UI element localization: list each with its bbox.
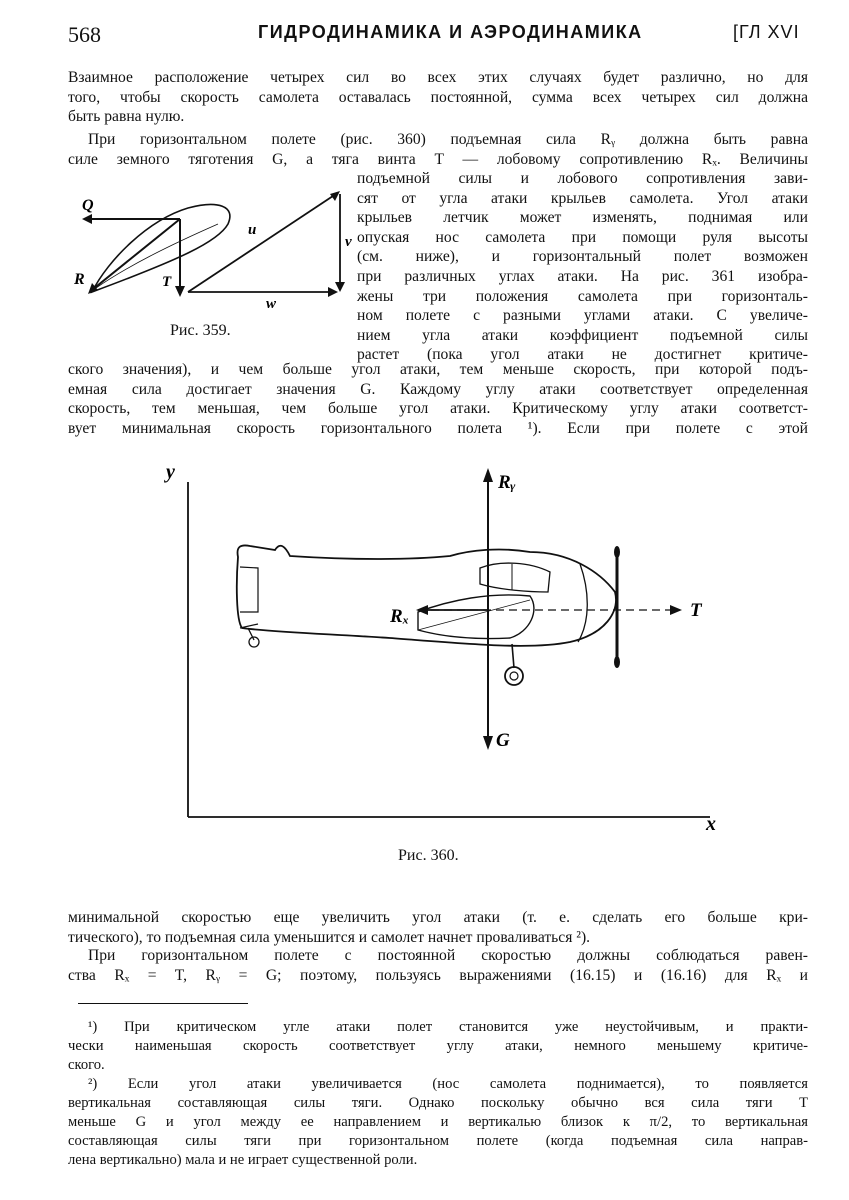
label-ry: Rᵧ xyxy=(498,472,516,493)
figure-360-caption: Рис. 360. xyxy=(398,847,459,864)
text-line: ном полете с разными углами атаки. С увеличе- xyxy=(357,307,808,325)
wing xyxy=(418,595,534,639)
text-line: быть равна нулю. xyxy=(68,108,185,126)
running-title: ГИДРОДИНАМИКА И АЭРОДИНАМИКА xyxy=(258,22,643,42)
text-line: составляющая силы тяги при горизонтальном полете (когда подъемная сила направ- xyxy=(68,1133,808,1149)
label-g: G xyxy=(496,730,510,751)
text-line: вует минимальная скорость горизонтального полета ¹). Если при полете с этой xyxy=(68,419,808,437)
text-line: минимальной скоростью еще увеличить угол атаки (т. е. сделать его больше кри- xyxy=(68,909,808,926)
text-line: Взаимное расположение четырех сил во всех этих случаях будет различно, но для xyxy=(68,69,808,86)
label-rx: Rₓ xyxy=(390,606,410,627)
paragraph-2-column xyxy=(357,169,808,365)
axis-label-x: x xyxy=(706,813,716,832)
text-line: тического), то подъемная сила уменьшится и самолет начнет проваливаться ²). xyxy=(68,928,591,946)
figure-359 xyxy=(68,180,353,320)
text-line: того, чтобы скорость самолета оставалась постоянной, сумма всех четырех сил должна xyxy=(68,88,808,106)
text-line: скорость, тем меньшая, чем больше угол атаки. Критическому углу атаки соответст- xyxy=(68,400,808,418)
footnote-separator xyxy=(78,1003,248,1004)
text-line: ²) Если угол атаки увеличивается (нос самолета поднимается), то появляется xyxy=(88,1076,808,1092)
text-line: меньше G и угол между ее направлением и вертикалью близок к π/2, то вертикальная xyxy=(68,1114,808,1130)
text-line: При горизонтальном полете с постоянной скоростью должны соблюдаться равен- xyxy=(88,947,808,964)
text-line: силе земного тяготения G, а тяга винта T — лобовому сопротивлению Rₓ. Величины xyxy=(68,150,808,168)
footnote-1 xyxy=(68,1018,808,1075)
label-t: T xyxy=(162,274,172,290)
text-line: При горизонтальном полете (рис. 360) подъемная сила Rᵧ должна быть равна xyxy=(88,131,808,148)
chapter-reference: [ГЛ XVI xyxy=(733,22,800,42)
paragraph-4 xyxy=(68,946,808,985)
text-line: чески наименьшая скорость соответствует углу атаки, немного меньшему критиче- xyxy=(68,1038,808,1054)
text-line: ского. xyxy=(68,1057,105,1073)
text-line: при различных углах атаки. На рис. 361 изобра- xyxy=(357,267,808,285)
text-line: растет (пока угол атаки не достигнет критиче- xyxy=(357,346,808,364)
text-line: нием угла атаки коэффициент подъемной силы xyxy=(357,326,808,344)
label-t: T xyxy=(690,600,702,621)
fuselage xyxy=(237,545,616,645)
page-number: 568 xyxy=(68,22,101,47)
paragraph-3 xyxy=(68,908,808,947)
label-v: v xyxy=(345,234,352,250)
label-q: Q xyxy=(82,197,94,214)
text-line: ¹) При критическом угле атаки полет становится уже неустойчивым, и практи- xyxy=(88,1019,808,1035)
text-line: ского значения), и чем больше угол атаки, тем меньше скорость, при которой подъ- xyxy=(68,361,808,378)
footnote-2 xyxy=(68,1075,808,1170)
figure-359-caption: Рис. 359. xyxy=(170,322,231,339)
label-u: u xyxy=(248,222,257,238)
label-r: R xyxy=(74,271,85,288)
text-line: подъемной силы и лобового сопротивления зави- xyxy=(357,170,808,187)
text-line: вертикальная составляющая силы тяги. Однако поскольку обычно вся сила тяги T xyxy=(68,1095,808,1111)
paragraph-2-intro xyxy=(68,130,808,169)
axis-label-y: y xyxy=(166,461,175,483)
text-line: лена вертикально) мала и не играет существенной роли. xyxy=(68,1152,418,1168)
text-line: (см. ниже), и горизонтальный полет возможен xyxy=(357,248,808,266)
text-line: ства Rₓ = T, Rᵧ = G; поэтому, пользуясь выражениями (16.15) и (16.16) для Rₓ и xyxy=(68,966,808,984)
text-line: емная сила достигает значения G. Каждому углу атаки соответствует определенная xyxy=(68,380,808,398)
text-line: сят от угла атаки крыльев самолета. Угол атаки xyxy=(357,189,808,207)
paragraph-2-continued xyxy=(68,360,808,438)
paragraph-1 xyxy=(68,68,808,127)
text-line: опуская нос самолета при помощи руля высоты xyxy=(357,228,808,246)
text-line: крыльев летчик может изменять, поднимая или xyxy=(357,209,808,227)
text-line: жены три положения самолета при горизонталь- xyxy=(357,287,808,305)
figure-360 xyxy=(150,452,730,832)
label-w: w xyxy=(266,296,277,312)
